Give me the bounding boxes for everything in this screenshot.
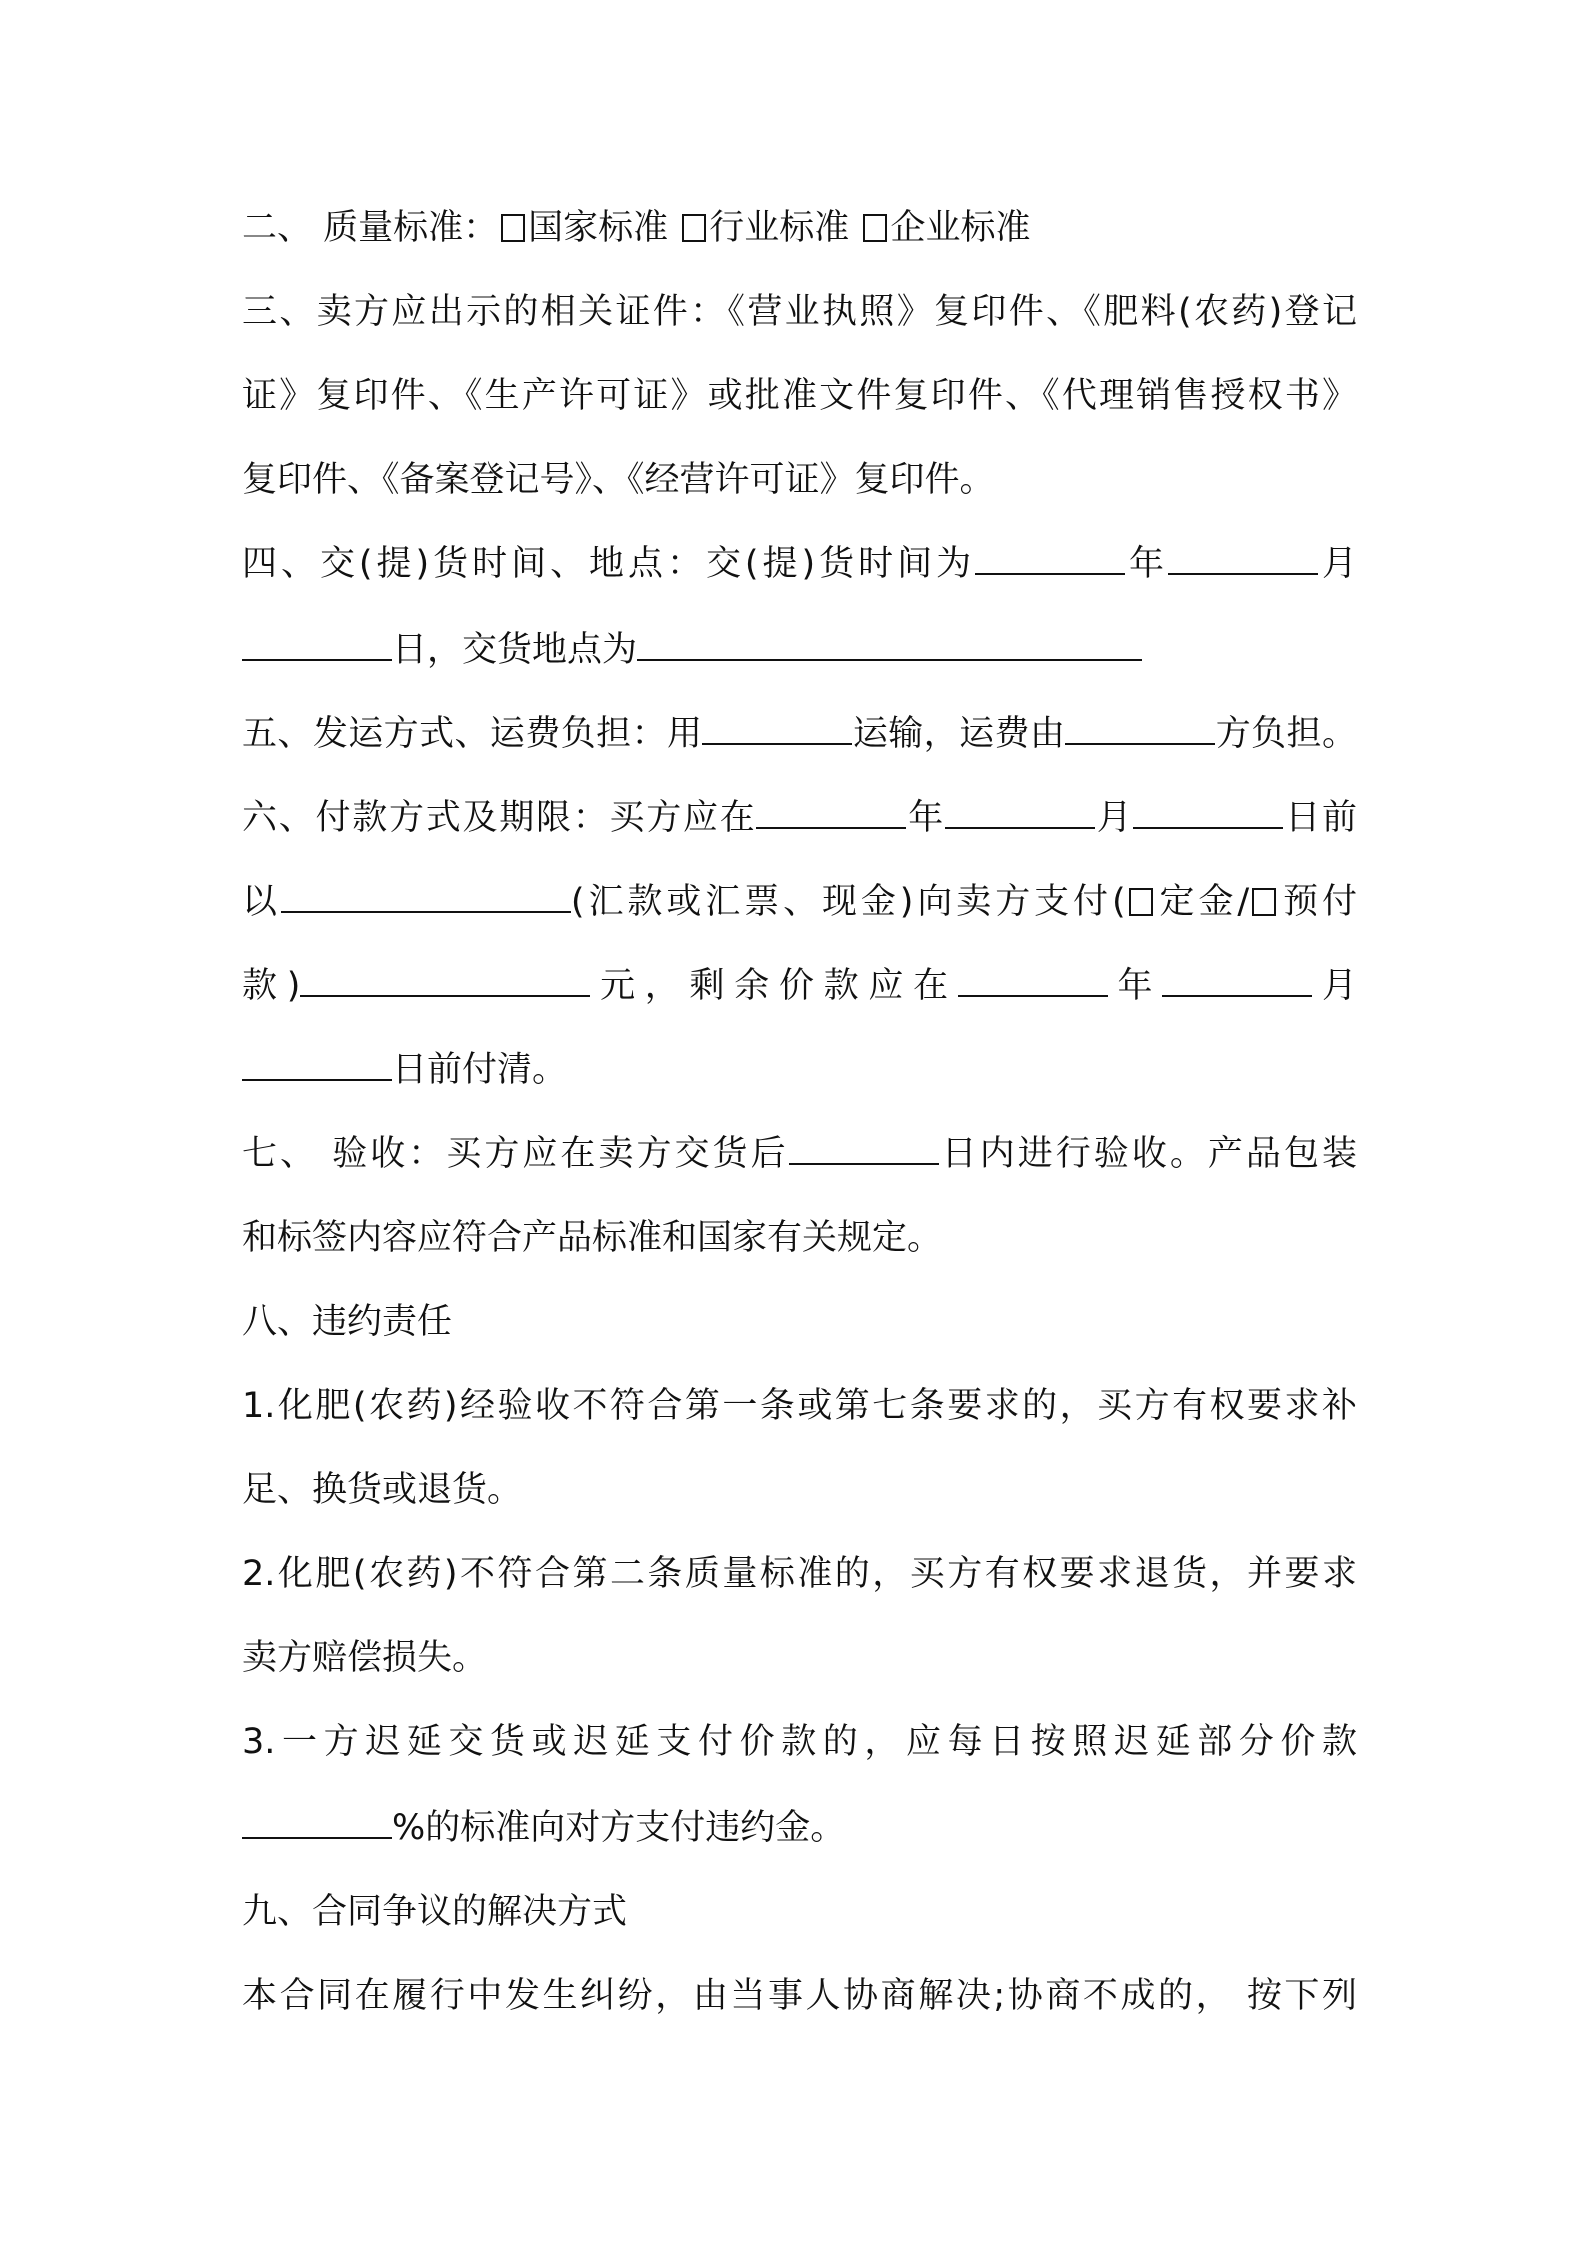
liability-item-1-line-1: 1.化肥(农药)经验收不符合第一条或第七条要求的，买方有权要求补 <box>242 1386 1357 1426</box>
remaining-month-label: 月 <box>1312 966 1357 1006</box>
liability-item-3-line-2 <box>242 1806 1357 1852</box>
liability-item-1-line-2: 足、换货或退货。 <box>242 1470 523 1510</box>
option-enterprise: 企业标准 <box>890 208 1031 248</box>
payment-year-blank[interactable] <box>756 797 906 829</box>
payment-method-label: (汇款或汇票、现金)向卖方支付( <box>570 882 1126 922</box>
payment-month-label: 月 <box>1094 798 1134 838</box>
delivery-year-blank[interactable] <box>975 543 1125 575</box>
dispute-heading: 九、合同争议的解决方式 <box>242 1892 628 1932</box>
penalty-text: %的标准向对方支付违约金。 <box>392 1808 846 1848</box>
liability-heading: 八、违约责任 <box>242 1302 453 1342</box>
checkbox-industry[interactable] <box>682 214 706 242</box>
shipping-fee-label: 运输，运费由 <box>852 714 1066 754</box>
shipping-end-label: 方负担。 <box>1215 714 1357 754</box>
option-industry: 行业标准 <box>709 208 850 248</box>
acceptance-line-2: 和标签内容应符合产品标准和国家有关规定。 <box>242 1218 943 1258</box>
acceptance-text: 日内进行验收。产品包装 <box>938 1134 1357 1174</box>
payment-line-3 <box>242 964 1357 1010</box>
dispute-line-1: 本合同在履行中发生纠纷，由当事人协商解决;协商不成的， 按下列 <box>242 1976 1357 2016</box>
payment-label: 六、付款方式及期限：买方应在 <box>242 798 757 838</box>
certificates-line-1: 三、卖方应出示的相关证件：《营业执照》复印件、《肥料(农药)登记 <box>242 292 1357 332</box>
payment-by-label: 以 <box>242 882 281 922</box>
checkbox-prepay[interactable] <box>1252 888 1276 916</box>
remaining-year-blank[interactable] <box>958 965 1108 997</box>
delivery-place-blank[interactable] <box>637 629 1142 661</box>
remaining-month-blank[interactable] <box>1162 965 1312 997</box>
delivery-month-label: 月 <box>1318 544 1357 584</box>
quality-standard-line <box>242 206 1357 252</box>
certificates-line-3: 复印件、《备案登记号》、《经营许可证》复印件。 <box>242 460 995 500</box>
shipping-method-blank[interactable] <box>702 713 852 745</box>
shipping-label: 五、发运方式、运费负担：用 <box>242 714 703 754</box>
option-national: 国家标准 <box>528 208 669 248</box>
delivery-day-blank[interactable] <box>242 629 392 661</box>
payment-line-4 <box>242 1048 1357 1094</box>
delivery-line-1 <box>242 542 1357 588</box>
checkbox-enterprise[interactable] <box>863 214 887 242</box>
delivery-place-label: 日，交货地点为 <box>392 630 638 670</box>
remaining-day-blank[interactable] <box>242 1049 392 1081</box>
shipping-line <box>242 712 1357 758</box>
shipping-party-blank[interactable] <box>1065 713 1215 745</box>
certificates-line-2: 证》复印件、《生产许可证》或批准文件复印件、《代理销售授权书》 <box>242 376 1357 416</box>
delivery-year-label: 年 <box>1125 544 1168 584</box>
checkbox-national[interactable] <box>501 214 525 242</box>
quality-title: 二、 质量标准： <box>242 208 499 248</box>
delivery-month-blank[interactable] <box>1168 543 1318 575</box>
payment-amount-blank[interactable] <box>300 965 590 997</box>
payment-year-label: 年 <box>906 798 945 838</box>
payment-day-blank[interactable] <box>1133 797 1283 829</box>
acceptance-label: 七、 验收：买方应在卖方交货后 <box>242 1134 789 1174</box>
payment-line-2 <box>242 880 1357 926</box>
deposit-label: 定金/ <box>1155 882 1250 922</box>
prepay-label: 预付 <box>1279 882 1357 922</box>
penalty-rate-blank[interactable] <box>242 1807 392 1839</box>
liability-item-3-line-1: 3.一方迟延交货或迟延支付价款的，应每日按照迟延部分价款 <box>242 1722 1357 1762</box>
delivery-time-label: 四、交(提)货时间、地点：交(提)货时间为 <box>242 544 976 584</box>
acceptance-days-blank[interactable] <box>789 1133 939 1165</box>
payment-month-blank[interactable] <box>945 797 1095 829</box>
checkbox-deposit[interactable] <box>1129 888 1153 916</box>
payment-before-label: 日前 <box>1283 798 1357 838</box>
liability-item-2-line-1: 2.化肥(农药)不符合第二条质量标准的，买方有权要求退货，并要求 <box>242 1554 1357 1594</box>
payment-remaining-label: 元，剩余价款应在 <box>590 966 958 1006</box>
acceptance-line-1 <box>242 1132 1357 1178</box>
payment-method-blank[interactable] <box>281 881 571 913</box>
liability-item-2-line-2: 卖方赔偿损失。 <box>242 1638 488 1678</box>
payment-kuan-label: 款) <box>242 966 301 1006</box>
payment-paid-label: 日前付清。 <box>392 1050 568 1090</box>
payment-line-1 <box>242 796 1357 842</box>
remaining-year-label: 年 <box>1107 966 1163 1006</box>
delivery-line-2 <box>242 628 1357 674</box>
